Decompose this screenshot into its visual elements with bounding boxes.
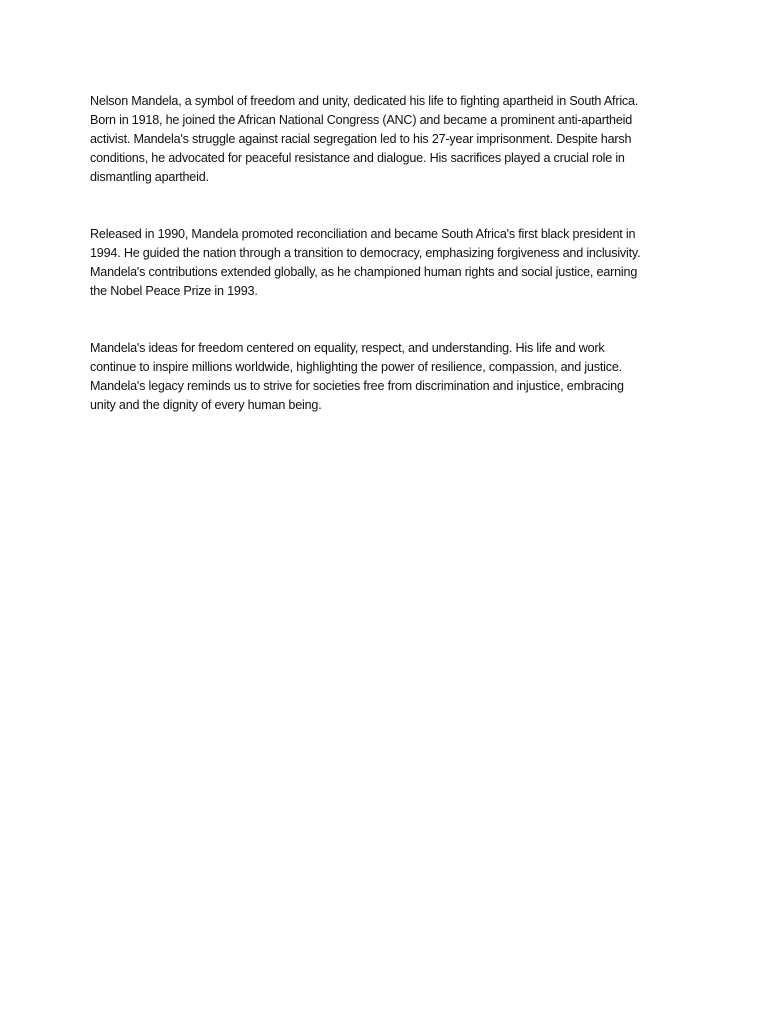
document-body [90,92,668,415]
text-line: continue to inspire millions worldwide, highlighting the power of resilience, compassion, and justice. [90,360,622,374]
text-line: Mandela's legacy reminds us to strive for societies free from discrimination and injustice, embracing [90,379,624,393]
text-line: conditions, he advocated for peaceful resistance and dialogue. His sacrifices played a crucial role in [90,151,625,165]
paragraph-1 [90,92,668,187]
paragraph-2 [90,225,668,301]
text-line: Mandela's contributions extended globally, as he championed human rights and social justice, earning [90,265,638,279]
text-line: activist. Mandela's struggle against racial segregation led to his 27-year imprisonment. Despite harsh [90,132,632,146]
text-line: Nelson Mandela, a symbol of freedom and unity, dedicated his life to fighting apartheid in South Africa. [90,94,639,108]
text-line: Mandela's ideas for freedom centered on equality, respect, and understanding. His life and work [90,341,605,355]
paragraph-3 [90,339,668,415]
text-line: dismantling apartheid. [90,170,209,184]
text-line: the Nobel Peace Prize in 1993. [90,284,258,298]
text-line: 1994. He guided the nation through a transition to democracy, emphasizing forgiveness and inclusivity. [90,246,641,260]
text-line: unity and the dignity of every human being. [90,398,322,412]
text-line: Born in 1918, he joined the African National Congress (ANC) and became a prominent anti-apartheid [90,113,633,127]
text-line: Released in 1990, Mandela promoted reconciliation and became South Africa's first black president in [90,227,636,241]
